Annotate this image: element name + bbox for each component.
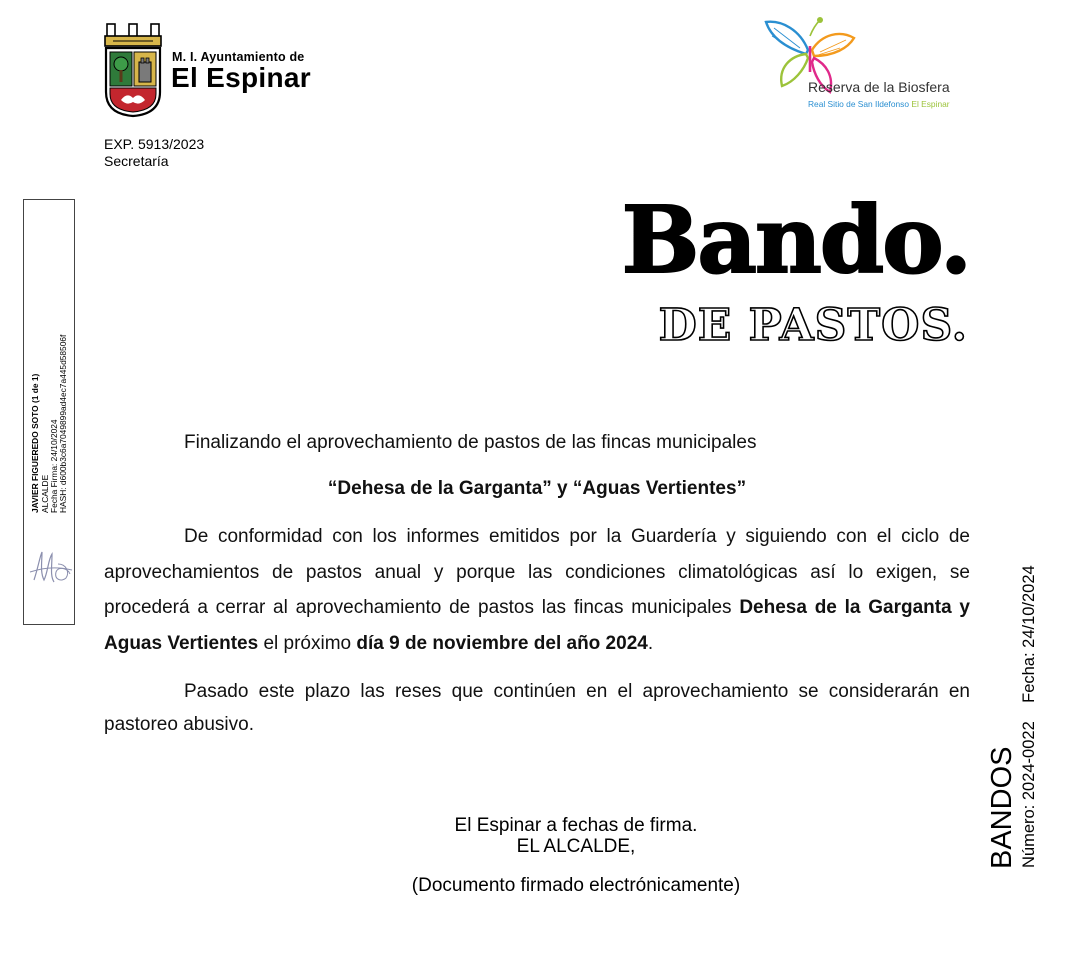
council-subtitle: M. I. Ayuntamiento de bbox=[172, 50, 305, 64]
council-name: El Espinar bbox=[171, 62, 311, 93]
biosphere-subtitle-town: El Espinar bbox=[911, 99, 950, 109]
final-paragraph: Pasado este plazo las reses que continúen en el aprovechamiento se considerarán en pastoreo abusivo. bbox=[104, 681, 970, 735]
biosphere-subtitle-place: Real Sitio de San Ildefonso bbox=[808, 99, 910, 109]
signature-hash: HASH: d600b3c6a7049899ad4ec7a445d58506f bbox=[58, 334, 68, 513]
main-text-3: . bbox=[647, 632, 654, 654]
registry-number-date bbox=[1019, 565, 1039, 868]
intro-paragraph: Finalizando el aprovechamiento de pastos de las fincas municipales bbox=[184, 432, 757, 453]
registry-number: Número: 2024-0022 bbox=[1020, 721, 1038, 868]
department: Secretaría bbox=[104, 153, 169, 169]
expediente-number: EXP. 5913/2023 bbox=[104, 136, 205, 152]
signature-date: Fecha Firma: 24/10/2024 bbox=[49, 419, 59, 513]
main-bold-date: día 9 de noviembre del año 2024 bbox=[356, 632, 648, 654]
signer-name: JAVIER FIGUEREDO SOTO (1 de 1) bbox=[30, 373, 40, 513]
registry-type: BANDOS bbox=[986, 746, 1018, 869]
document-subtitle: DE PASTOS. bbox=[658, 300, 968, 351]
signer-role: ALCALDE bbox=[40, 474, 50, 513]
biosphere-title: Reserva de la Biosfera bbox=[808, 79, 950, 95]
closing-place: El Espinar a fechas de firma. bbox=[454, 815, 698, 836]
closing-note: (Documento firmado electrónicamente) bbox=[411, 875, 741, 896]
registry-date: Fecha: 24/10/2024 bbox=[1020, 565, 1038, 703]
main-text-2: el próximo bbox=[258, 632, 357, 654]
main-bold-farms: Dehesa de la Garganta y Aguas Vertientes bbox=[104, 597, 970, 654]
biosphere-subtitle bbox=[808, 99, 950, 109]
farms-heading: “Dehesa de la Garganta” y “Aguas Vertientes” bbox=[327, 478, 747, 499]
document-title: Bando. bbox=[621, 186, 970, 294]
handwritten-signature bbox=[28, 546, 74, 588]
closing-signer: EL ALCALDE, bbox=[516, 836, 636, 857]
el-espinar-coat-of-arms bbox=[103, 22, 163, 118]
file-reference bbox=[104, 136, 204, 170]
main-text-1: De conformidad con los informes emitidos por la Guardería y siguiendo con el ciclo de aprovechamientos de pastos anual y porque las condiciones climatológicas así lo exigen, se procederá a cerrar al aprovechamiento de pastos las fincas municipales bbox=[104, 526, 970, 618]
main-paragraph bbox=[104, 519, 970, 661]
